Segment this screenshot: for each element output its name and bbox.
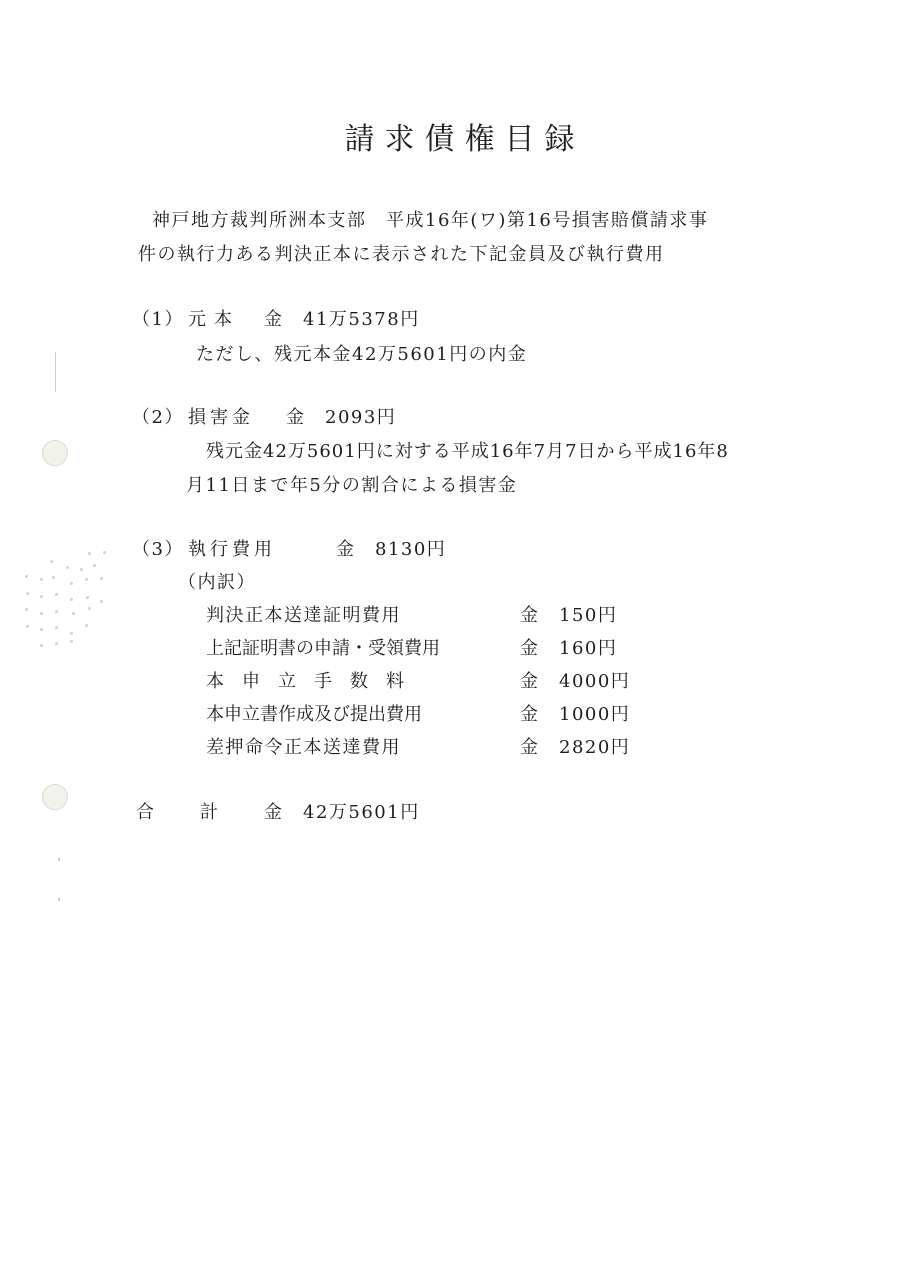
breakdown-item-name: 差押命令正本送達費用 xyxy=(206,737,401,758)
breakdown-item-amount: 金 1000円 xyxy=(520,704,631,725)
item3-number: （3） xyxy=(132,539,184,560)
document-title: 請求債権目録 xyxy=(344,122,585,157)
item3-amount: 金 8130円 xyxy=(336,539,447,560)
item2-detail-2: 月11日まで年5分の割合による損害金 xyxy=(186,475,518,496)
breakdown-item-amount: 金 150円 xyxy=(520,605,618,626)
item2-detail-1: 残元金42万5601円に対する平成16年7月7日から平成16年8 xyxy=(206,441,729,462)
breakdown-item-name: 本申立書作成及び提出費用 xyxy=(206,704,422,725)
scan-mark xyxy=(58,858,60,861)
item3-label: 執行費用 xyxy=(188,539,276,560)
total-amount: 金 42万5601円 xyxy=(264,802,420,823)
intro-line-1: 神戸地方裁判所洲本支部 平成16年(ワ)第16号損害賠償請求事 xyxy=(152,210,709,231)
total-label: 合 計 xyxy=(136,802,232,823)
binding-hole-top xyxy=(42,440,68,466)
scan-mark xyxy=(58,898,60,901)
item2-label: 損害金 xyxy=(188,407,254,428)
intro-line-2: 件の執行力ある判決正本に表示された下記金員及び執行費用 xyxy=(138,244,665,265)
breakdown-item-amount: 金 160円 xyxy=(520,638,618,659)
item1-number: （1） xyxy=(132,309,184,330)
item3-breakdown-label: （内訳） xyxy=(178,572,256,593)
item1-amount: 金 41万5378円 xyxy=(264,309,420,330)
breakdown-item-amount: 金 4000円 xyxy=(520,671,631,692)
breakdown-item-name: 本 申 立 手 数 料 xyxy=(206,671,404,692)
breakdown-item-amount: 金 2820円 xyxy=(520,737,631,758)
item1-label: 元本 xyxy=(188,309,240,330)
item2-number: （2） xyxy=(132,407,184,428)
item2-amount: 金 2093円 xyxy=(286,407,397,428)
scan-mark xyxy=(55,352,56,392)
binding-hole-bottom xyxy=(42,784,68,810)
breakdown-item-name: 判決正本送達証明費用 xyxy=(206,605,401,626)
item1-note: ただし、残元本金42万5601円の内金 xyxy=(196,344,528,365)
breakdown-item-name: 上記証明書の申請・受領費用 xyxy=(206,638,440,659)
